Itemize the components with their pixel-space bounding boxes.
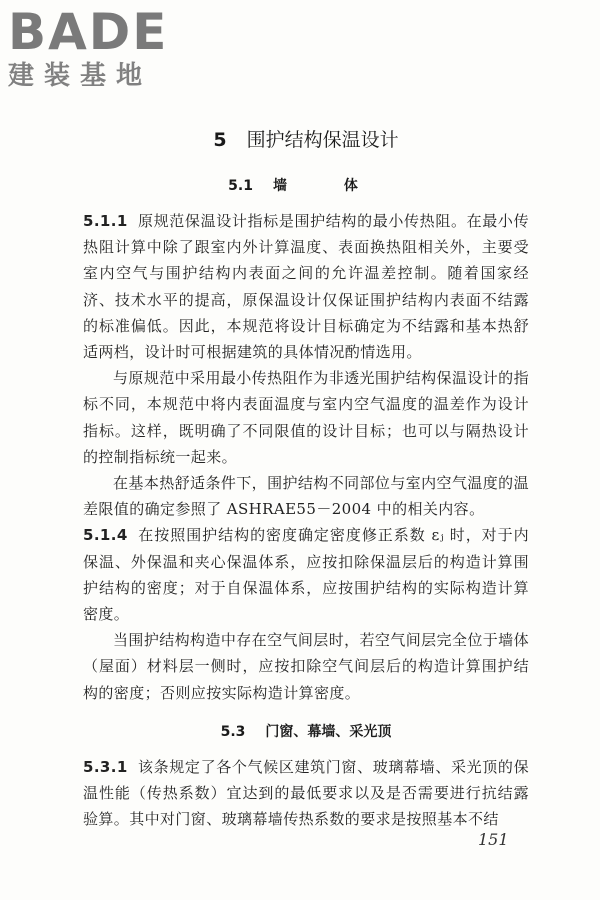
clause-number: 5.1.4 <box>83 526 128 545</box>
paragraph-5-1-1 <box>83 208 529 365</box>
paragraph <box>83 470 529 522</box>
section-title-text: 墙 体 <box>272 178 384 194</box>
page-content <box>83 128 529 832</box>
paragraph <box>83 365 529 470</box>
paragraph-text: 在基本热舒适条件下，围护结构不同部位与室内空气温度的温差限值的确定参照了 ASHRAE55－2004 中的相关内容。 <box>83 474 529 519</box>
section-number: 5.3 <box>220 723 246 740</box>
clause-number: 5.3.1 <box>83 757 128 776</box>
chapter-title <box>83 128 529 152</box>
paragraph-text: 与原规范中采用最小传热阻作为非透光围护结构保温设计的指标不同，本规范中将内表面温度与室内空气温度的温差作为设计指标。这样，既明确了不同限值的设计目标；也可以与隔热设计的控制指标统一起来。 <box>83 369 529 466</box>
section-title-text: 门窗、幕墙、采光顶 <box>265 723 392 740</box>
page-number: 151 <box>478 830 509 849</box>
paragraph-text: 当围护结构构造中存在空气间层时，若空气间层完全位于墙体（屋面）材料层一侧时，应按扣除空气间层后的构造计算围护结构的密度；否则应按实际构造计算密度。 <box>83 631 529 702</box>
section-number: 5.1 <box>228 178 253 194</box>
paragraph-text: 原规范保温设计指标是围护结构的最小传热阻。在最小传热阻计算中除了跟室内外计算温度、表面换热阻相关外，主要受室内空气与围护结构内表面之间的允许温差控制。随着国家经济、技术水平的提高，原保温设计仅保证围护结构内表面不结露的标准偏低。因此，本规范将设计目标确定为不结露和基本热舒适两档，设计时可根据建筑的具体情况酌情选用。 <box>83 212 529 362</box>
logo-subtitle: 建装基地 <box>8 61 153 91</box>
paragraph-5-3-1 <box>83 754 529 833</box>
section-title-5-1 <box>83 176 529 196</box>
logo <box>8 3 183 92</box>
chapter-number: 5 <box>213 129 227 151</box>
section-title-5-3 <box>83 722 529 742</box>
paragraph <box>83 627 529 706</box>
logo-wordmark: BADE <box>8 3 169 61</box>
paragraph-text: 该条规定了各个气候区建筑门窗、玻璃幕墙、采光顶的保温性能（传热系数）宜达到的最低要求以及是否需要进行抗结露验算。其中对门窗、玻璃幕墙传热系数的要求是按照基本不结 <box>83 757 529 829</box>
chapter-title-text: 围护结构保温设计 <box>246 129 399 151</box>
clause-number: 5.1.1 <box>83 212 128 230</box>
paragraph-5-1-4 <box>83 522 529 627</box>
paragraph-text: 在按照围护结构的密度确定密度修正系数 εⱼ 时，对于内保温、外保温和夹心保温体系，应按扣除保温层后的构造计算围护结构的密度；对于自保温体系，应按围护结构的实际构造计算密度。 <box>83 526 529 624</box>
